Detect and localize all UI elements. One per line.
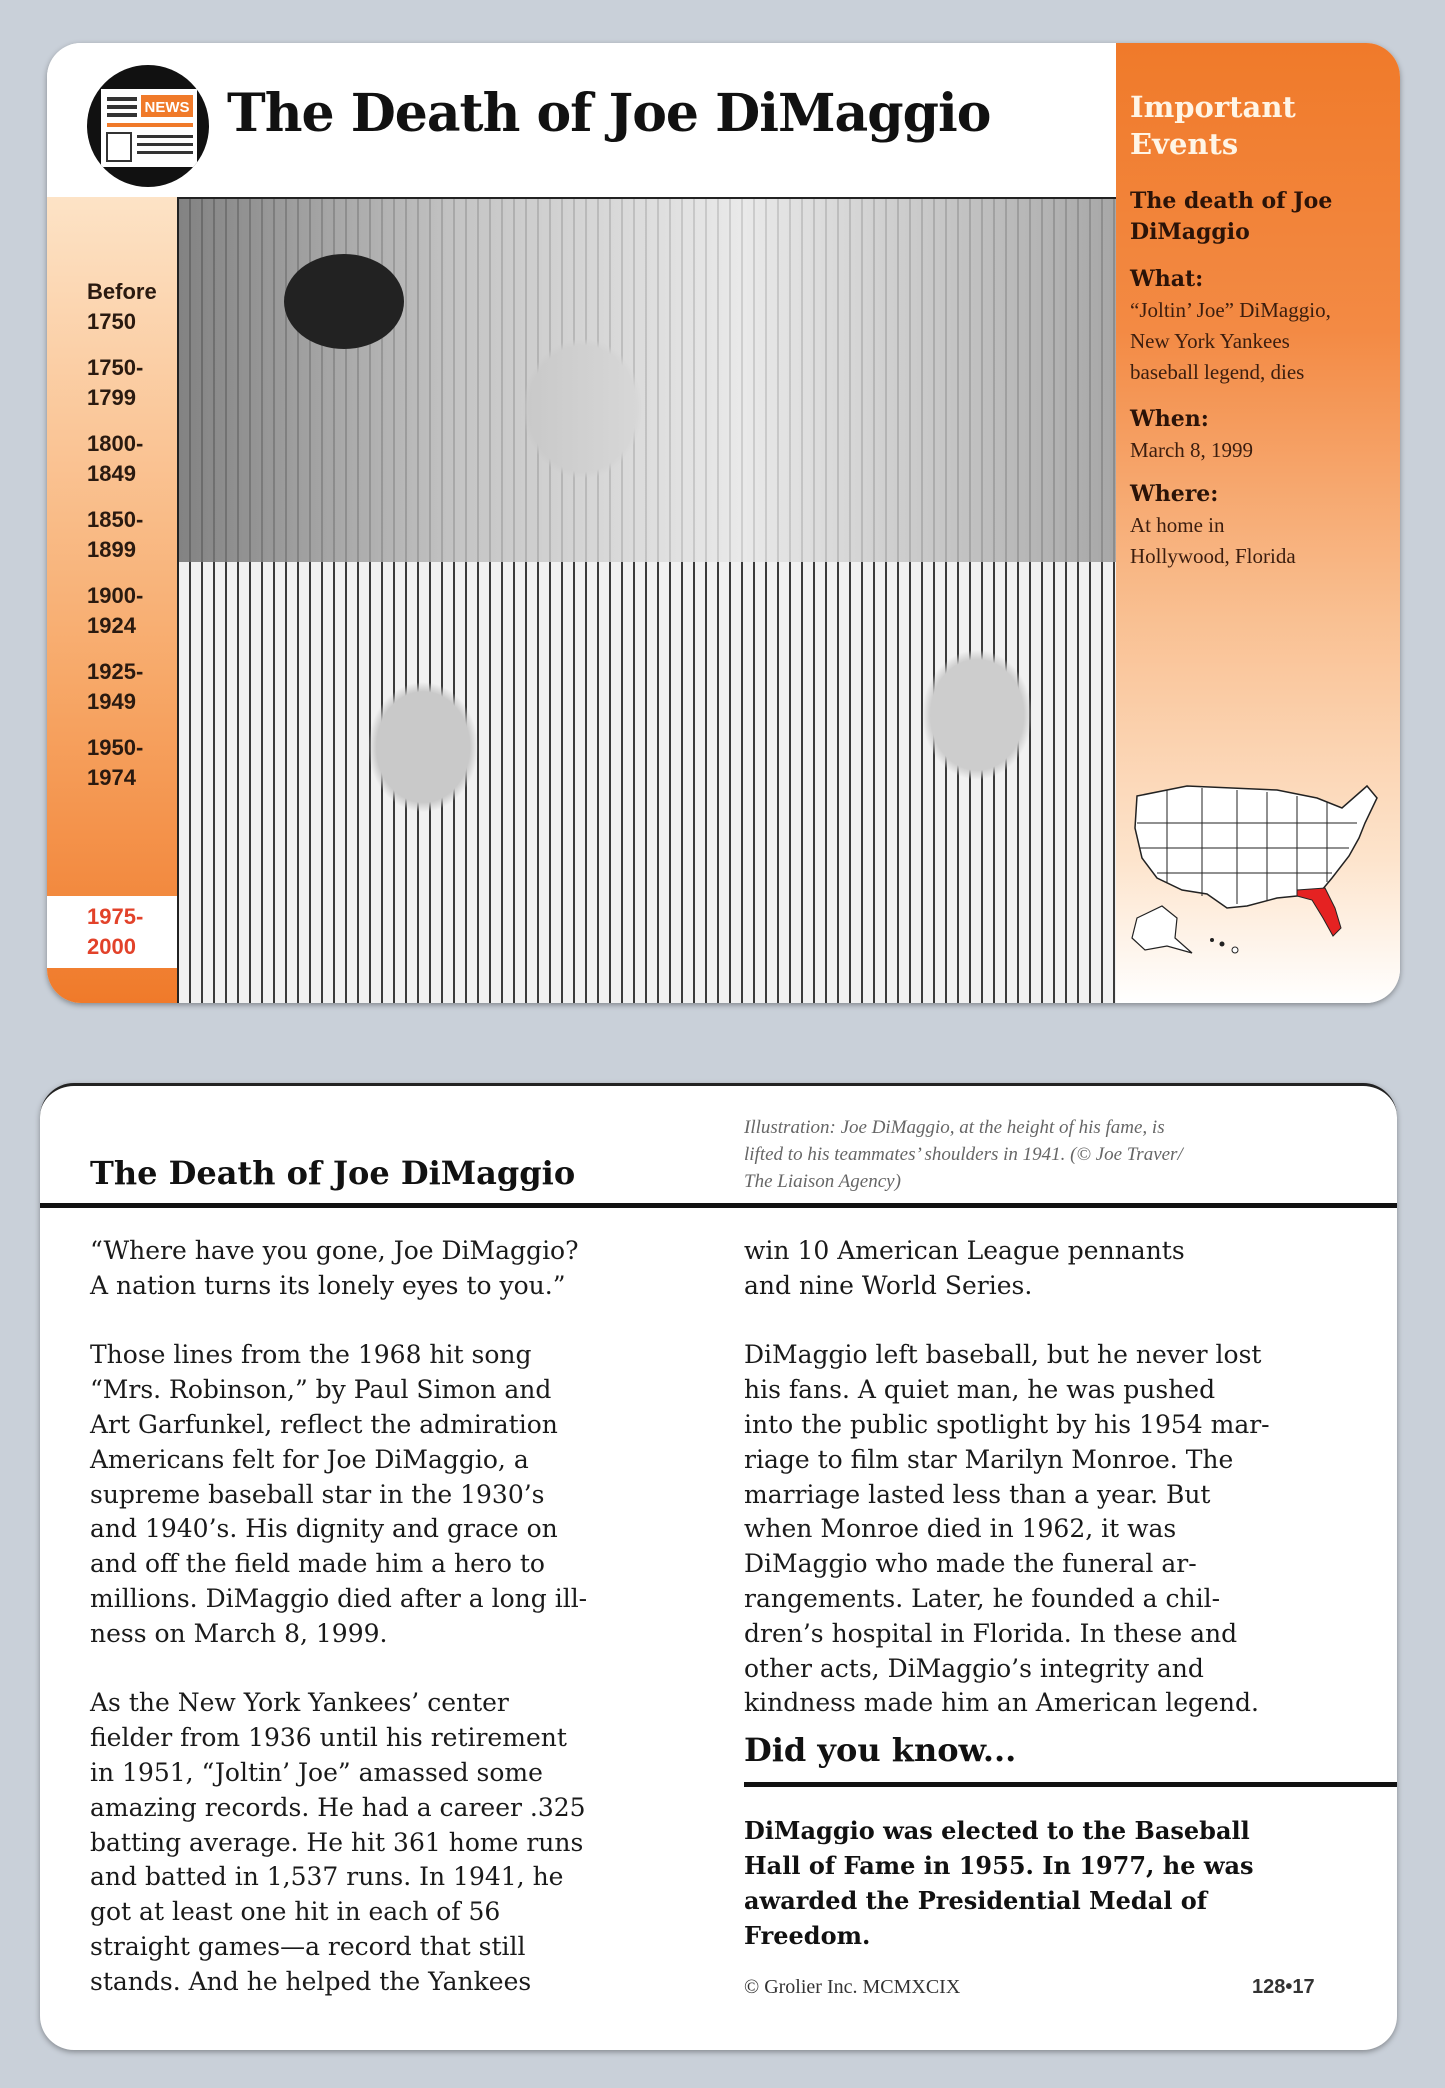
article-line [90,1304,587,1339]
article-line: dren’s hospital in Florida. In these and [744,1618,1238,1648]
era-before-1750: Before 1750 [87,279,157,334]
article-line: supreme baseball star in the 1930’s [90,1479,545,1509]
newspaper-icon [87,65,209,187]
era-1850-1899: 1850- 1899 [87,507,144,562]
article-line: “Mrs. Robinson,” by Paul Simon and [90,1375,552,1405]
article-line: marriage lasted less than a year. But [744,1479,1211,1509]
article-line [744,1304,1270,1339]
article-left-column [90,1234,587,2000]
article-line: DiMaggio left baseball, but he never lost [744,1340,1262,1370]
did-you-know-text: DiMaggio was elected to the Baseball Hall of Fame in 1955. In 1977, he was awarded the Presidential Medal of Freedom. [744,1816,1254,1950]
article-line: and batted in 1,537 runs. In 1941, he [90,1862,564,1892]
era-1750-1799: 1750- 1799 [87,355,144,410]
article-line: As the New York Yankees’ center [90,1688,509,1718]
when-section: When: March 8, 1999 [1130,406,1254,462]
article-line: his fans. A quiet man, he was pushed [744,1375,1216,1405]
article-right-column [744,1234,1270,1721]
article-line: “Where have you gone, Joe DiMaggio? [90,1236,579,1265]
article-line: batting average. He hit 361 home runs [90,1827,584,1857]
article-line: straight games—a record that still [90,1931,526,1961]
article-line: Americans felt for Joe DiMaggio, a [90,1444,529,1474]
back-card [40,1083,1397,2050]
era-1900-1924: 1900- 1924 [87,583,144,638]
where-section: Where: At home in Hollywood, Florida [1130,481,1296,568]
article-line: Art Garfunkel, reflect the admiration [90,1409,558,1439]
us-map-florida-highlight [1127,778,1387,973]
article-line: into the public spotlight by his 1954 mar- [744,1409,1270,1439]
article-line: Those lines from the 1968 hit song [90,1340,532,1370]
article-line: in 1951, “Joltin’ Joe” amassed some [90,1757,543,1787]
article-line: and 1940’s. His dignity and grace on [90,1514,558,1544]
card-title: The Death of Joe DiMaggio [227,83,991,144]
article-line: riage to film star Marilyn Monroe. The [744,1444,1234,1474]
article-line [90,1652,587,1687]
front-card [47,43,1400,1003]
article-line: rangements. Later, he founded a chil- [744,1583,1221,1613]
article-line: millions. DiMaggio died after a long ill- [90,1583,588,1613]
card-number: 128•17 [1252,1976,1315,1998]
panel-heading: Important Events [1130,90,1296,161]
photo-raised-cap [284,254,404,349]
era-1925-1949: 1925- 1949 [87,659,144,714]
photo-caption: Illustration: Joe DiMaggio, at the height of his fame, is lifted to his teammates’ shoulders in 1941. (© Joe Traver/ The Liaison Agency) [744,1117,1183,1192]
article-line: other acts, DiMaggio’s integrity and [744,1653,1204,1683]
news-badge: NEWS [144,99,190,116]
what-section: What: “Joltin’ Joe” DiMaggio, New York Yankees baseball legend, dies [1130,266,1331,384]
article-line: ness on March 8, 1999. [90,1618,388,1648]
article-line: DiMaggio who made the funeral ar- [744,1549,1197,1579]
era-1950-1974: 1950- 1974 [87,735,144,790]
back-title: The Death of Joe DiMaggio [90,1154,576,1192]
event-name: The death of Joe DiMaggio [1130,188,1333,245]
article-line: and off the field made him a hero to [90,1549,545,1579]
article-line: got at least one hit in each of 56 [90,1897,501,1927]
photo-background [179,199,1118,562]
article-line: stands. And he helped the Yankees [90,1966,532,1996]
article-line: kindness made him an American legend. [744,1688,1259,1718]
era-1800-1849: 1800- 1849 [87,431,144,486]
title-rule [40,1203,1397,1208]
article-line: and nine World Series. [744,1270,1033,1300]
era-timeline [47,197,177,1003]
photo-dimaggio-on-shoulders [177,197,1118,1003]
article-line: amazing records. He had a career .325 [90,1792,586,1822]
did-you-know-rule [744,1782,1397,1787]
article-line: when Monroe died in 1962, it was [744,1514,1177,1544]
era-1975-2000: 1975- 2000 [87,904,144,959]
article-line: win 10 American League pennants [744,1236,1185,1265]
did-you-know-heading: Did you know... [744,1731,1017,1769]
article-line: A nation turns its lonely eyes to you.” [90,1270,566,1300]
important-events-panel [1116,43,1400,1003]
copyright: © Grolier Inc. MCMXCIX [744,1976,961,1998]
front-header [47,43,1116,197]
article-line: fielder from 1936 until his retirement [90,1723,567,1753]
